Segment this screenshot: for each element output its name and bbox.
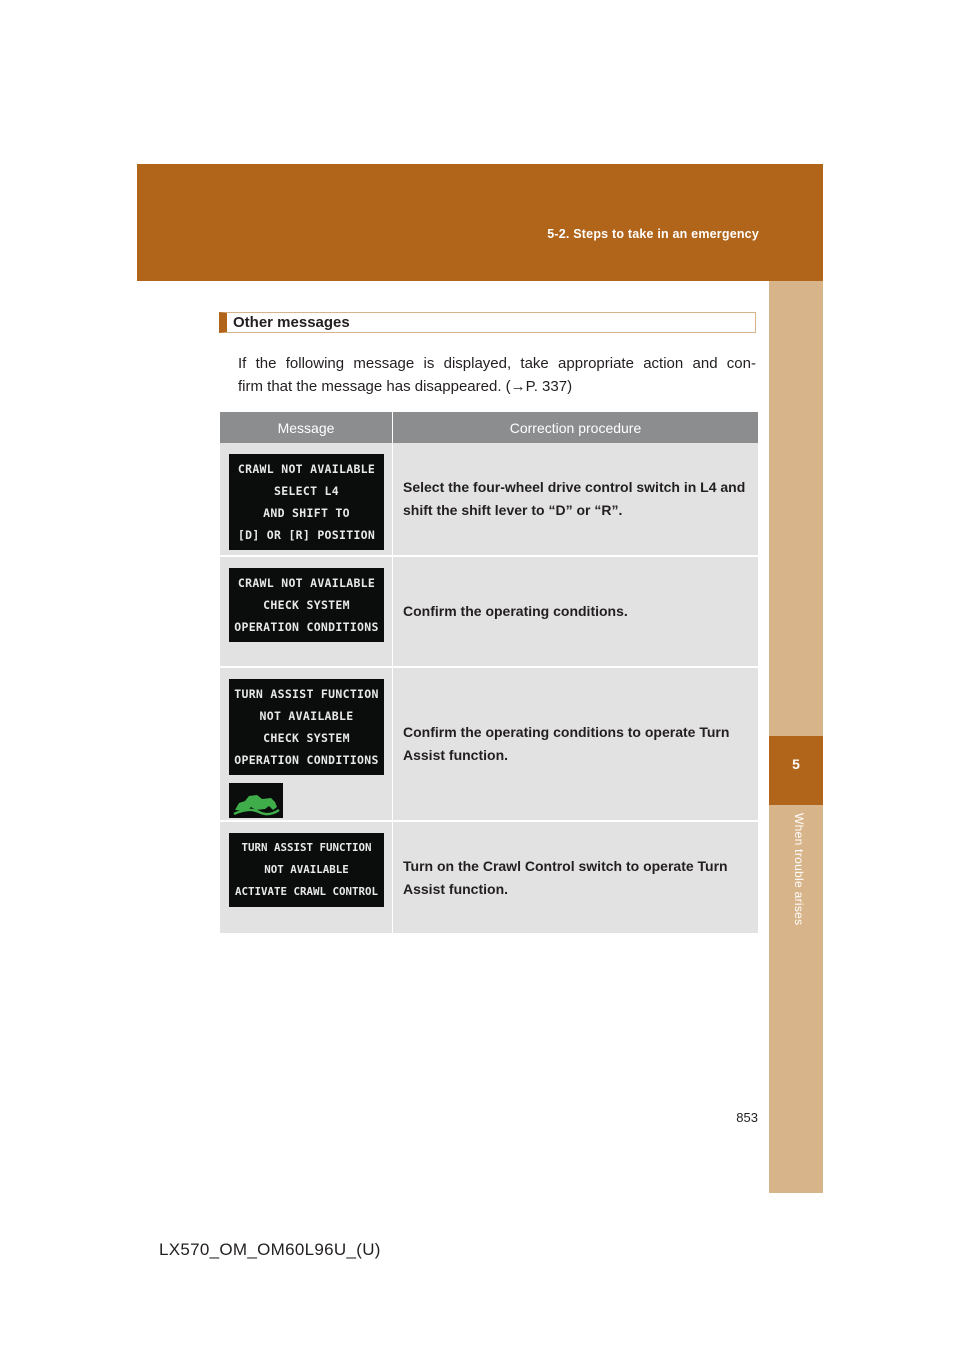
section-title: Other messages xyxy=(233,314,350,331)
chapter-side-tab xyxy=(769,281,823,1193)
document-code: LX570_OM_OM60L96U_(U) xyxy=(159,1240,381,1259)
procedure-line: shift the shift lever to “D” or “R”. xyxy=(403,502,623,518)
page-number: 853 xyxy=(736,1110,758,1125)
table-row xyxy=(220,821,758,934)
vehicle-on-slope-icon xyxy=(229,783,283,818)
display-line: CRAWL NOT AVAILABLE xyxy=(237,462,376,476)
display-line: [D] OR [R] POSITION xyxy=(237,528,376,542)
message-display-image xyxy=(229,568,384,642)
intro-line: If the following message is displayed, take appropriate action and con- xyxy=(238,355,756,372)
procedure-cell xyxy=(393,821,759,934)
section-breadcrumb: 5-2. Steps to take in an emergency xyxy=(547,227,759,241)
message-cell xyxy=(220,667,393,821)
chapter-number: 5 xyxy=(792,756,800,772)
turn-assist-indicator-icon xyxy=(229,783,283,818)
message-cell xyxy=(220,556,393,667)
message-display-image xyxy=(229,679,384,775)
table-row xyxy=(220,443,758,556)
procedure-cell xyxy=(393,667,759,821)
header-band xyxy=(137,164,823,281)
intro-line: firm that the message has disappeared. (→P. 337) xyxy=(238,378,573,395)
display-line: CHECK SYSTEM xyxy=(263,731,350,745)
table-row xyxy=(220,556,758,667)
chapter-number-box xyxy=(769,736,823,805)
display-line: AND SHIFT TO xyxy=(263,506,350,520)
message-cell xyxy=(220,821,393,934)
procedure-line: Assist function. xyxy=(403,747,509,763)
display-line: CHECK SYSTEM xyxy=(263,598,350,612)
column-header-message: Message xyxy=(220,412,393,443)
display-line: NOT AVAILABLE xyxy=(264,863,349,876)
display-line: OPERATION CONDITIONS xyxy=(234,753,379,767)
intro-paragraph xyxy=(238,352,756,398)
procedure-line: Confirm the operating conditions to operate Turn xyxy=(403,724,730,740)
procedure-line: Select the four-wheel drive control switch in L4 and xyxy=(403,479,746,495)
display-line: OPERATION CONDITIONS xyxy=(234,620,379,634)
display-line: SELECT L4 xyxy=(273,484,339,498)
display-line: NOT AVAILABLE xyxy=(259,709,354,723)
column-header-correction: Correction procedure xyxy=(393,412,759,443)
display-line: TURN ASSIST FUNCTION xyxy=(241,841,372,854)
chapter-title: When trouble arises xyxy=(792,813,806,926)
table-header-row xyxy=(220,412,758,443)
display-line: ACTIVATE CRAWL CONTROL xyxy=(234,885,378,898)
procedure-line: Turn on the Crawl Control switch to operate Turn xyxy=(403,857,728,874)
procedure-cell xyxy=(393,443,759,556)
message-display-image xyxy=(229,833,384,907)
procedure-line: Confirm the operating conditions. xyxy=(403,603,628,619)
table-row xyxy=(220,667,758,821)
procedure-cell xyxy=(393,556,759,667)
message-display-image xyxy=(229,454,384,550)
procedure-line: Assist function. xyxy=(403,880,509,897)
section-heading xyxy=(219,312,756,333)
display-line: TURN ASSIST FUNCTION xyxy=(234,687,379,701)
message-cell xyxy=(220,443,393,556)
message-table xyxy=(220,412,758,935)
display-line: CRAWL NOT AVAILABLE xyxy=(237,576,376,590)
